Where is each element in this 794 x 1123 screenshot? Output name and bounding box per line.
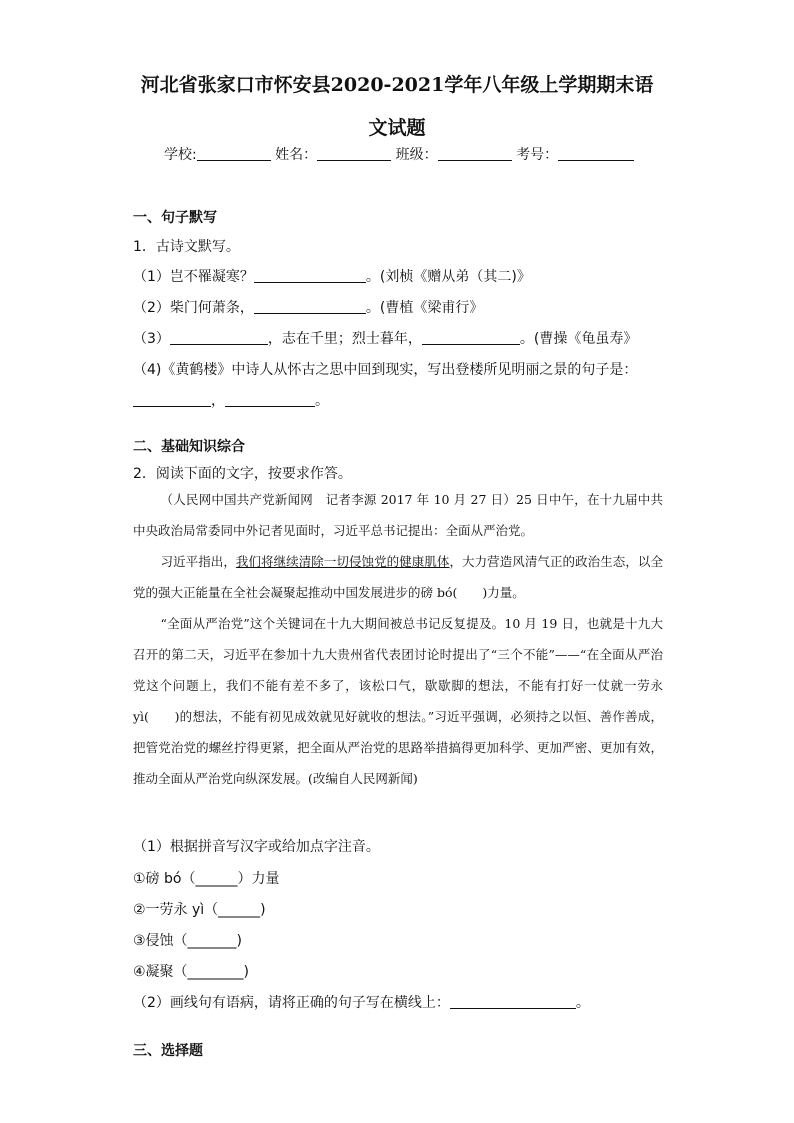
exam-no-label: 考号：	[516, 147, 559, 163]
name-label: 姓名：	[275, 147, 318, 163]
item4-blank-1[interactable]	[133, 392, 211, 407]
item2-text: （2）柴门何萧条，	[133, 300, 254, 316]
question-1-item-1	[133, 266, 531, 286]
question-1: 1．古诗文默写。	[133, 239, 240, 255]
question-1-item-3	[133, 328, 637, 348]
school-label: 学校:	[164, 147, 197, 163]
item3-source: 。(曹操《龟虽寿》	[519, 331, 638, 347]
sub-question-2	[133, 992, 590, 1012]
item1-blank[interactable]	[254, 268, 366, 283]
item3-blank-2[interactable]	[422, 330, 520, 345]
passage-paragraph-2	[133, 546, 663, 608]
answer-2: ②一劳永 yì（______)	[133, 902, 266, 918]
answer-4: ④凝聚（________)	[133, 964, 250, 980]
p2-start: 习近平指出，	[160, 554, 236, 569]
section2-heading: 二、基础知识综合	[133, 439, 245, 455]
passage-paragraph-3: “全面从严治党”这个关键词在十九大期间被总书记反复提及。10 月 19 日，也就是十九大召开的第二天，习近平在参加十九大贵州省代表团讨论时提出了“三个不能”——“在全面从严治党这个问题上，我们不能有差不多了，该松口气，歇歇脚的想法，不能有打好一仗就一劳永 yì( )的想法，不能有初见成效就见好就收的想法。”习近平强调，必须持之以恒、善作善成，把管党治党的螺丝拧得更紧，把全面从严治党的思路举措搞得更加科学、更加严密、更加有效，推动全面从严治党向纵深发展。(改编自人民网新闻)	[133, 616, 663, 786]
item4-blank-2[interactable]	[225, 392, 315, 407]
section1-heading: 一、句子默写	[133, 210, 217, 226]
item3-text: ，志在千里；烈士暮年，	[267, 331, 422, 347]
item2-blank[interactable]	[254, 299, 366, 314]
student-info-row	[164, 144, 634, 164]
item1-text: （1）岂不罹凝寒？	[133, 269, 254, 285]
exam-no-blank[interactable]	[558, 146, 634, 161]
sub-question-1: （1）根据拼音写汉字或给加点字注音。	[133, 839, 380, 855]
answer-1: ①磅 bó（______）力量	[133, 871, 280, 887]
school-blank[interactable]	[197, 146, 271, 161]
underlined-sentence: 我们将继续清除一切侵蚀党的健康肌体	[235, 554, 450, 569]
document-title-line2: 文试题	[368, 117, 426, 139]
item1-source: 。(刘桢《赠从弟（其二)》	[365, 269, 531, 285]
sub2-end: 。	[575, 995, 590, 1011]
passage-paragraph-1: （人民网中国共产党新闻网 记者李源 2017 年 10 月 27 日）25 日中午，在十九届中共中央政治局常委同中外记者见面时，习近平总书记提出：全面从严治党。	[133, 492, 663, 538]
item4-end: 。	[315, 393, 329, 409]
class-blank[interactable]	[438, 146, 512, 161]
name-blank[interactable]	[317, 146, 391, 161]
question-1-item-2	[133, 297, 483, 317]
item3-blank-1[interactable]	[170, 330, 268, 345]
item2-source: 。(曹植《梁甫行》	[365, 300, 484, 316]
p2-rest: ，大力营造风清气正的政治生态，以全党的强大正能量在全社会凝聚起推动中国发展进步的磅 bó( )力量。	[133, 554, 663, 600]
question-2: 2．阅读下面的文字，按要求作答。	[133, 466, 352, 482]
question-1-item-4: （4)《黄鹤楼》中诗人从怀古之思中回到现实，写出登楼所见明丽之景的句子是：	[133, 362, 638, 378]
item3-prefix: （3）	[133, 331, 170, 347]
sub2-text: （2）画线句有语病，请将正确的句子写在横线上：	[133, 995, 450, 1011]
reading-passage	[133, 484, 663, 794]
item4-separator: ，	[211, 393, 225, 409]
sub2-blank[interactable]	[450, 994, 576, 1009]
question-1-item-4-answer	[133, 390, 329, 410]
section3-heading: 三、选择题	[133, 1043, 203, 1059]
class-label: 班级：	[395, 147, 438, 163]
answer-3: ③侵蚀（_______)	[133, 933, 243, 949]
document-title-line1: 河北省张家口市怀安县2020-2021学年八年级上学期期末语	[140, 74, 654, 96]
